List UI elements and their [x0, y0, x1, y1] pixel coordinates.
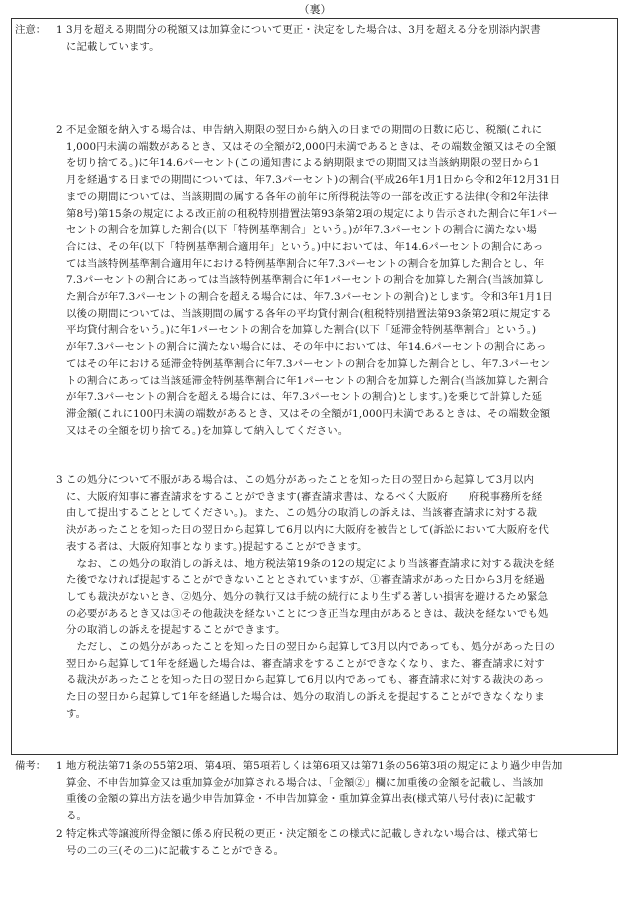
note-line: しても裁決がないとき、②処分、処分の執行又は手続の続行により生ずる著しい損害を避けるため緊急 [66, 590, 549, 603]
note-line: に記載しています。 [66, 40, 160, 53]
note-line: 7.3パーセントの割合にあっては当該特例基準割合に年1パーセントの割合を加算した割合(当該加算し [66, 274, 545, 287]
note-line: 1,000円未満の端数があるとき、又はその全額が2,000円未満であるときは、その端数金額又はその全額 [66, 140, 557, 153]
note-line: の必要があるとき又は③その他裁決を経ないことにつき正当な理由があるときは、裁決を経ないでも処 [66, 607, 549, 620]
note-line: この処分について不服がある場合は、この処分があったことを知った日の翌日から起算して3月以内 [66, 474, 534, 486]
note-line: 又はその全額を切り捨てる。)を加算して納入してください。 [66, 424, 349, 437]
note-1-text [66, 22, 612, 55]
note-line: を切り捨てる。)に年14.6パーセント(この通知書による納期限までの期間又は当該納期限の翌日から1 [66, 157, 540, 170]
note-3-text [66, 472, 612, 723]
note-line: トの割合にあっては当該延滞金特例基準割合に年1パーセントの割合を加算した割合(当該加算した割合 [66, 374, 549, 387]
note-1-number: 1 [56, 24, 63, 36]
note-line: 合には、その年(以下「特例基準割合適用年」という。)中においては、年14.6パーセントの割合にあっ [66, 240, 544, 253]
remark-line: 特定株式等譲渡所得金額に係る府民税の更正・決定額をこの様式に記載しきれない場合は、様式第七 [66, 828, 539, 840]
note-line: 3月を超える期間分の税額又は加算金について更正・決定をした場合は、3月を超える分を別添内訳書 [66, 24, 541, 36]
note-line: てはその年における延滞金特例基準割合に年7.3パーセントの割合を加算した割合とし、年7.3パーセン [66, 357, 551, 370]
note-line: た割合が年7.3パーセントの割合を超える場合には、年7.3パーセントの割合)とします。令和3年1月1日 [66, 291, 553, 304]
note-line: 不足金額を納入する場合は、申告納入期限の翌日から納入の日までの期間の日数に応じ、税額(これに [66, 124, 543, 136]
note-line: 決があったことを知った日の翌日から起算して6月以内に大阪府を被告として(訴訟において大阪府を代 [66, 524, 549, 537]
note-line: 由して提出することとしてください。)。また、この処分の取消しの訴えは、当該審査請求に対する裁 [66, 507, 538, 520]
remark-line: 算金、不申告加算金又は重加算金が加算される場合は、「金額②」欄に加重後の金額を記載し、当該加 [66, 776, 544, 789]
note-line: 表する者は、大阪府知事となります。)提起することができます。 [66, 540, 368, 553]
page-side-header: （裏） [298, 3, 332, 16]
note-line: す。 [66, 707, 87, 720]
remark-line: 地方税法第71条の55第2項、第4項、第5項若しくは第6項又は第71条の56第3項の規定により過少申告加 [66, 760, 563, 772]
note-line: ては当該特例基準割合適用年における特例基準割合に年7.3パーセントの割合を加算した割合とし、年 [66, 257, 545, 270]
note-line: が年7.3パーセントの割合に満たない場合には、その年中においては、年14.6パーセントの割合にあっ [66, 341, 547, 354]
note-line: ただし、この処分があったことを知った日の翌日から起算して3月以内であっても、処分があった日の [66, 641, 555, 654]
note-line: 月を経過する日までの期間については、年7.3パーセント)の割合(平成26年1月1日から令和2年12月31日 [66, 174, 561, 187]
remark-line: る。 [66, 810, 87, 823]
note-2-text [66, 122, 612, 439]
note-3-number: 3 [56, 474, 63, 486]
remarks-label: 備考： [15, 760, 47, 772]
remark-2-text [66, 826, 612, 859]
note-line: が年7.3パーセントの割合を超える場合には、年7.3パーセントの割合)とします。)を乗じて計算した延 [66, 391, 543, 404]
notes-label: 注意： [15, 24, 47, 36]
note-line: 分の取消しの訴えを提起することができます。 [66, 624, 286, 637]
note-line: セントの割合を加算した割合(以下「特例基準割合」という。)が年7.3パーセントの割合に満たない場 [66, 224, 537, 237]
remark-1-number: 1 [56, 760, 63, 772]
note-line: なお、この処分の取消しの訴えは、地方税法第19条の12の規定により当該審査請求に対する裁決を経 [66, 557, 555, 570]
note-2-number: 2 [56, 124, 63, 136]
note-line: 第8号)第15条の規定による改正前の租税特別措置法第93条第2項の規定により告示された割合に年1パー [66, 207, 558, 220]
note-line: までの期間については、当該期間の属する各年の前年に所得税法等の一部を改正する法律(令和2年法律 [66, 190, 549, 203]
note-line: に、大阪府知事に審査請求をすることができます(審査請求書は、なるべく大阪府 府税事務所を経 [66, 490, 543, 503]
note-line: 翌日から起算して1年を経過した場合は、審査請求をすることができなくなり、また、審査請求に対す [66, 657, 545, 670]
remark-line: 号の二の三(その二)に記載することができる。 [66, 844, 285, 857]
note-line: 以後の期間については、当該期間の属する各年の平均貸付割合(租税特別措置法第93条第2項に規定する [66, 307, 552, 320]
remark-1-text [66, 758, 612, 825]
remark-line: 重後の金額の算出方法を過少申告加算金・不申告加算金・重加算金算出表(様式第八号付表)に記載す [66, 793, 536, 806]
note-line: 平均貸付割合をいう。)に年1パーセントの割合を加算した割合(以下「延滞金特例基準割合」という。) [66, 324, 537, 337]
note-line: 滞金額(これに100円未満の端数があるとき、又はその全額が1,000円未満であるときは、その端数金額 [66, 407, 551, 420]
remark-2-number: 2 [56, 828, 63, 840]
note-line: た日の翌日から起算して1年を経過した場合は、処分の取消しの訴えを提起することができなくなりま [66, 691, 545, 704]
note-line: る裁決があったことを知った日の翌日から起算して6月以内であっても、審査請求に対する裁決のあっ [66, 674, 545, 687]
note-line: た後でなければ提起することができないこととされていますが、①審査請求があった日から3月を経過 [66, 574, 545, 587]
